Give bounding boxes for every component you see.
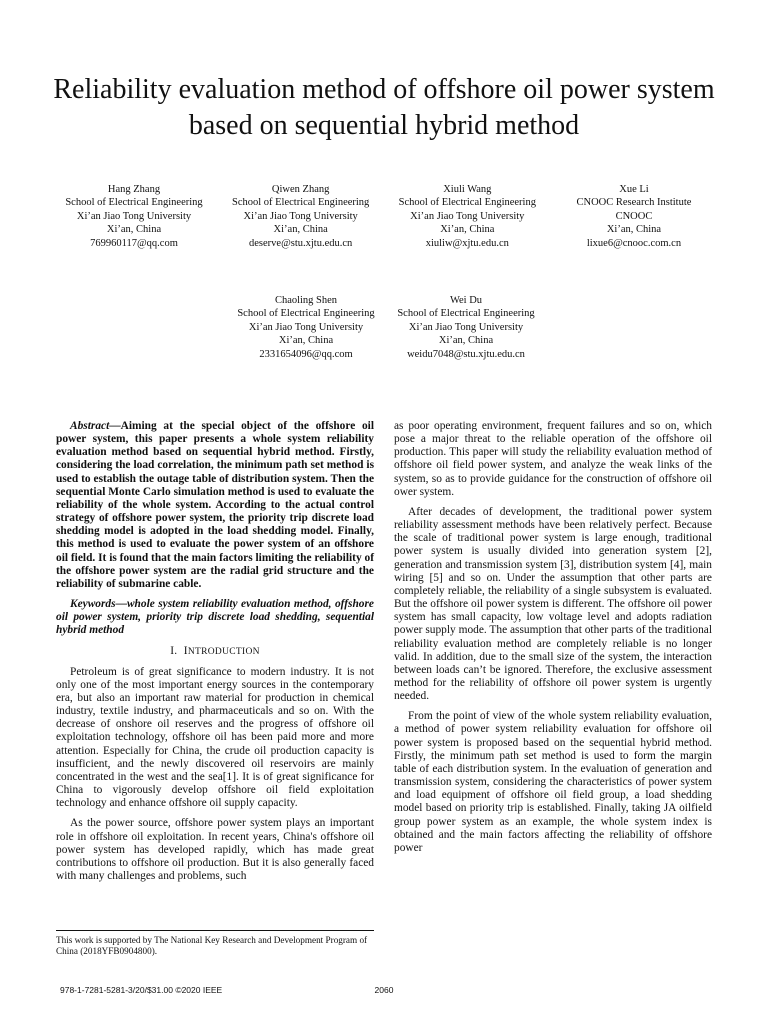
- author-email: 769960117@qq.com: [90, 237, 178, 249]
- abstract: [56, 420, 374, 591]
- author-city: Xi’an, China: [606, 224, 662, 236]
- author-city: Xi’an, China: [438, 335, 494, 347]
- author-org: Xi’an Jiao Tong University: [248, 321, 364, 333]
- funding-footnote: This work is supported by The National Key Research and Development Program of China (2018YFB0904800).: [56, 930, 374, 957]
- abstract-text: —Aiming at the special object of the offshore oil power system, this paper presents a whole system reliability evaluation method based on sequential hybrid method. Firstly, considering the load correlation, the minimum path set method is used to establish the outage table of distribution system. Then the sequential Monte Carlo simulation method is used to evaluate the reliability of the whole system. According to the actual control strategy of offshore power system, the priority trip discrete load shedding model is adopted in the load shedding model. Finally, this method is used to evaluate the power system of an offshore oil field. It is found that the main factors limiting the reliability of the offshore power system are the radial grid structure and the reliability of submarine cable.: [56, 420, 374, 590]
- body-paragraph: From the point of view of the whole system reliability evaluation, a method of power system reliability evaluation for offshore oil power system is proposed based on the sequential hybrid method. Firstly, the minimum path set method is used to form the margin table of each distribution system. In the evaluation of generation and transmission system, considering the characteristics of power system and load equipment of offshore oil field group, a load shedding model based on priority trip is established. Finally, taking JA oilfield group power system as an example, the whole system index is obtained and the main factors affecting the reliability of offshore power: [394, 710, 712, 854]
- author-org: Xi’an Jiao Tong University: [76, 210, 192, 222]
- author-dept: School of Electrical Engineering: [398, 197, 536, 209]
- body-paragraph: as poor operating environment, frequent failures and so on, which pose a major threat to the reliable operation of the offshore oil production. This paper will study the reliability evaluation method of offshore oil field power system, and analyze the weak links of the system, so as to provide guidance for the construction of offshore oil ower system.: [394, 420, 712, 498]
- author-email: xiuliw@xjtu.edu.cn: [425, 237, 509, 249]
- author-name: Wei Du: [449, 295, 483, 306]
- keywords: Keywords—whole system reliability evaluation method, offshore oil power system, priority trip discrete load shedding, sequential hybrid method: [56, 598, 374, 637]
- author-block: [554, 183, 714, 250]
- author-dept: School of Electrical Engineering: [65, 197, 203, 209]
- author-name: Qiwen Zhang: [271, 184, 330, 195]
- author-email: 2331654096@qq.com: [259, 348, 353, 360]
- author-name: Xiuli Wang: [443, 184, 492, 195]
- author-org: Xi’an Jiao Tong University: [243, 210, 358, 222]
- author-city: Xi’an, China: [273, 224, 328, 236]
- body-paragraph: Petroleum is of great significance to modern industry. It is not only one of the most important energy sources in the contemporary era, but also an important raw material for production in chemical industry, textile industry, and pharmaceuticals and so on. With the decrease of onshore oil reserves and the progress of offshore oil exploitation technology, offshore oil has been paid more and more attention. Especially for China, the crude oil production capacity is insufficient, and the newly discovered oil reservoirs are mainly concentrated in the west and the sea[1]. It is of great significance for China to vigorously develop offshore oil field exploitation technology and enhance offshore oil supply capacity.: [56, 665, 374, 810]
- author-name: Hang Zhang: [107, 184, 161, 195]
- author-name: Chaoling Shen: [274, 295, 338, 306]
- isbn-line: 978-1-7281-5281-3/20/$31.00 ©2020 IEEE: [60, 985, 223, 995]
- right-column: [394, 420, 712, 862]
- author-org: Xi’an Jiao Tong University: [410, 210, 525, 222]
- section-heading-introduction: I. INTRODUCTION: [170, 644, 260, 657]
- author-email: deserve@stu.xjtu.edu.cn: [249, 237, 353, 249]
- author-city: Xi’an, China: [440, 224, 495, 236]
- authors-row-2: [226, 294, 546, 361]
- authors-row-1: [54, 183, 714, 250]
- author-block: [386, 294, 546, 361]
- author-org: CNOOC: [615, 210, 653, 222]
- left-column: [56, 420, 374, 890]
- author-dept: School of Electrical Engineering: [237, 308, 375, 320]
- body-paragraph: As the power source, offshore power system plays an important role in offshore oil exploitation. In recent years, China's offshore oil power system has developed rapidly, which has made great contributions to offshore oil production. But it is also generally faced with many challenges and problems, such: [56, 817, 374, 882]
- author-org: Xi’an Jiao Tong University: [408, 321, 524, 333]
- author-dept: School of Electrical Engineering: [231, 197, 370, 209]
- author-dept: School of Electrical Engineering: [397, 308, 535, 320]
- author-block: [221, 183, 381, 250]
- author-email: lixue6@cnooc.com.cn: [586, 237, 682, 249]
- abstract-label: Abstract: [70, 420, 110, 432]
- paper-title: Reliability evaluation method of offshore oil power system based on sequential hybrid method: [53, 74, 715, 141]
- author-dept: CNOOC Research Institute: [576, 197, 692, 209]
- author-city: Xi’an, China: [106, 224, 162, 236]
- author-city: Xi’an, China: [278, 335, 334, 347]
- author-block: [387, 183, 547, 250]
- author-block: [54, 183, 214, 250]
- author-block: [226, 294, 386, 361]
- author-email: weidu7048@stu.xjtu.edu.cn: [407, 348, 525, 360]
- page-number: 2060: [374, 985, 394, 995]
- body-paragraph: After decades of development, the traditional power system reliability assessment methods have been relatively perfect. Because the scale of traditional power system is large enough, traditional power system is usually divided into generation system [2], generation and transmission system [3], distribution system [4], main wiring [5] and so on. Under the assumption that other parts are completely reliable, the reliability of a single subsystem is evaluated. But the offshore oil power system is different. The offshore oil power system has small capacity, low voltage level and adopts radiation power supply mode. The assumption that other parts of the traditional reliability evaluation method are completely reliable is no longer valid. In addition, due to the small size of the system, the interaction between loads can’t be ignored. Therefore, the exclusive assessment method for the reliability of offshore oil power system is urgently needed.: [394, 505, 712, 703]
- author-name: Xue Li: [619, 184, 649, 195]
